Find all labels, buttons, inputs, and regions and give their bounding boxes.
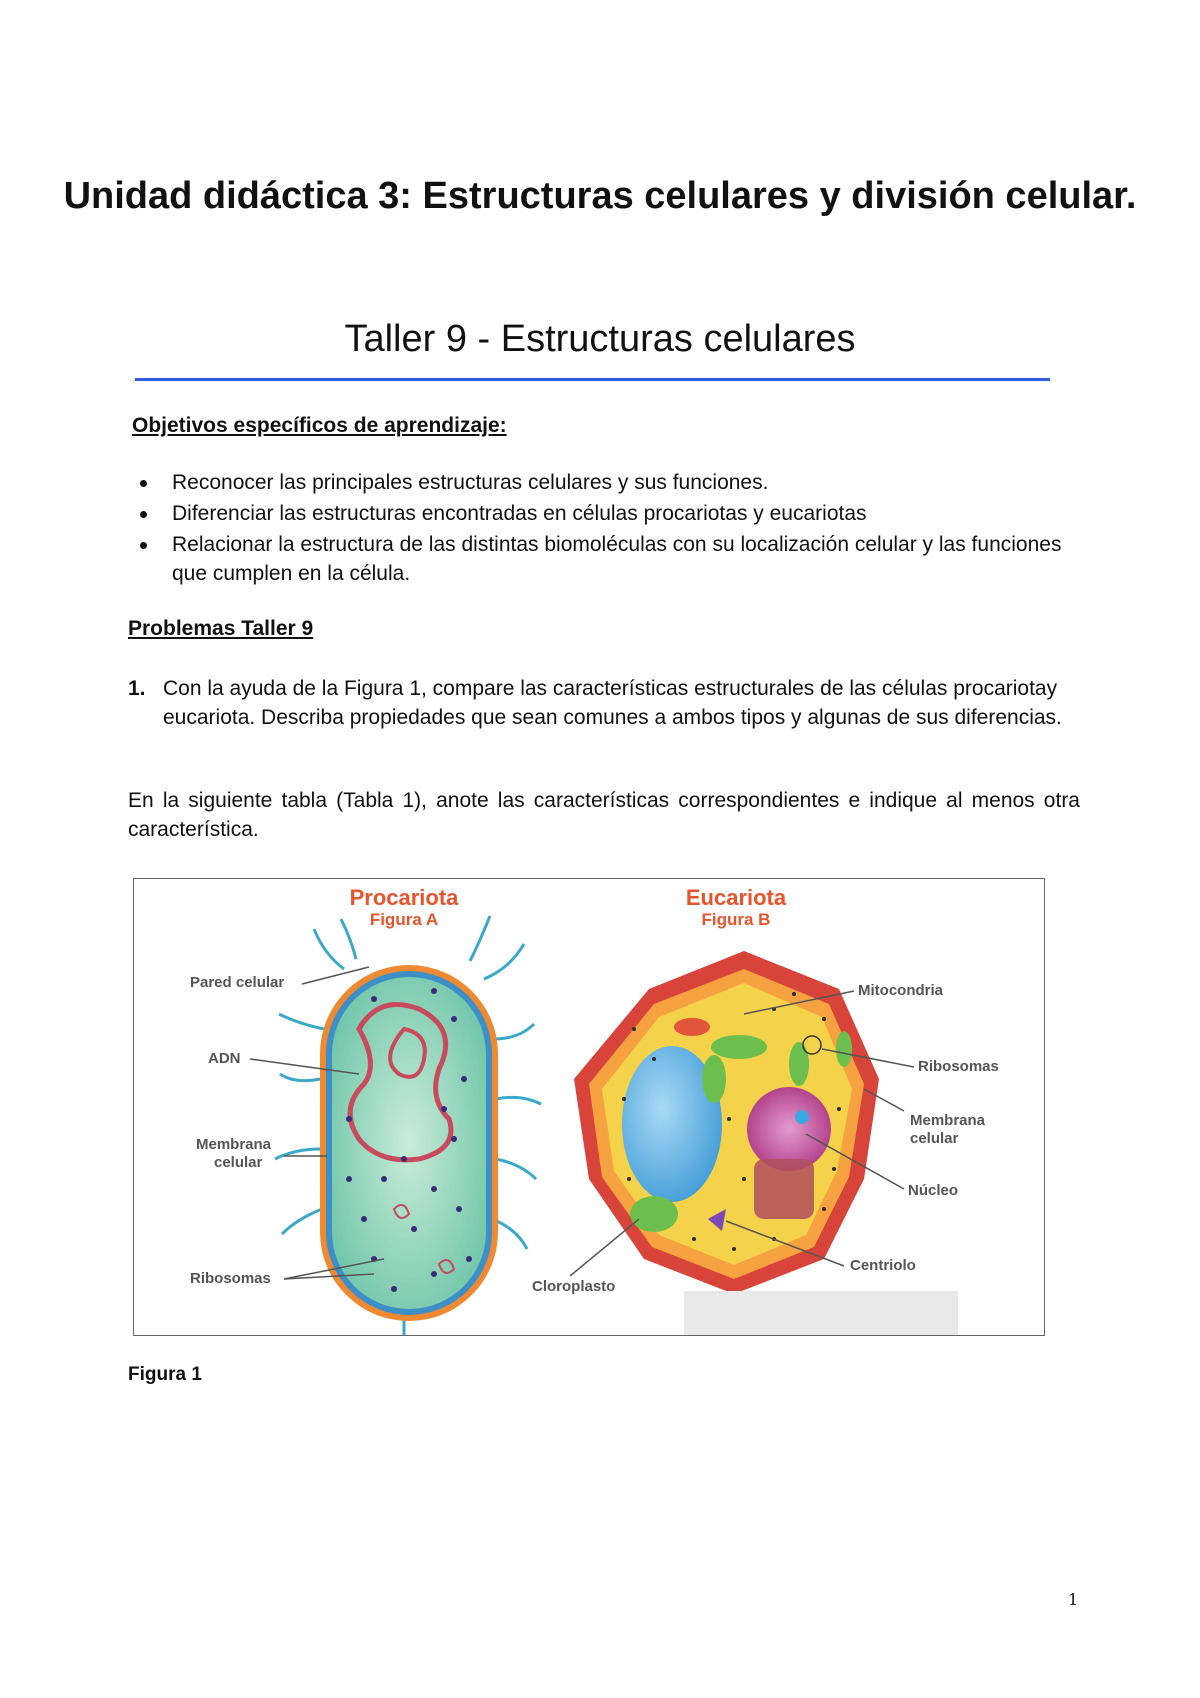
nucleo-shape: [747, 1087, 831, 1171]
question-1: [128, 674, 1088, 732]
title-rule: [135, 378, 1050, 382]
label-nucleo: Núcleo: [908, 1182, 959, 1199]
label-centriolo: Centriolo: [850, 1257, 916, 1274]
objective-text: Reconocer las principales estructuras celulares y sus funciones.: [172, 471, 769, 494]
objective-text: Diferenciar las estructuras encontradas en células procariotas y eucariotas: [172, 502, 867, 525]
list-item: [140, 499, 1100, 528]
mitocondria-1: [711, 1035, 767, 1059]
cell-illustration: [134, 879, 1044, 1335]
procariota-subtitle: Figura A: [369, 910, 439, 929]
nucleolo: [795, 1110, 809, 1124]
objectives-list: [140, 468, 1100, 590]
label-ribosomas-der: Ribosomas: [918, 1058, 999, 1075]
reticulo: [754, 1159, 814, 1219]
label-mitocondria: Mitocondria: [858, 982, 943, 999]
objective-text: Relacionar la estructura de las distintas biomoléculas con su localización celular y las funciones que cumplen en la célula.: [172, 533, 1062, 585]
label-membrana-der-1: Membrana: [910, 1112, 986, 1129]
grey-patch: [684, 1291, 958, 1335]
label-membrana-izq-2: celular: [214, 1154, 263, 1171]
table-instruction: En la siguiente tabla (Tabla 1), anote las características correspondientes e indique al menos otra característica.: [128, 789, 1080, 841]
question-number: 1.: [128, 677, 146, 700]
objectives-heading: Objetivos específicos de aprendizaje:: [132, 414, 507, 437]
cloroplasto-b: [789, 1042, 809, 1086]
eucariota-title: Eucariota: [685, 885, 787, 910]
problems-heading: Problemas Taller 9: [128, 617, 314, 640]
eucariota-subtitle: Figura B: [701, 910, 771, 929]
label-membrana-der-2: celular: [910, 1130, 959, 1147]
bullet-icon: [140, 542, 147, 549]
page-number: 1: [1068, 1590, 1079, 1609]
label-membrana-izq-1: Membrana: [196, 1136, 272, 1153]
figure-caption: Figura 1: [128, 1364, 202, 1385]
label-cloroplasto: Cloroplasto: [532, 1278, 616, 1295]
question-text: Con la ayuda de la Figura 1, compare las características estructurales de las células procariotay eucariota. Describa propiedades que sean comunes a ambos tipos y algunas de sus diferencias.: [163, 677, 1062, 729]
bullet-icon: [140, 511, 147, 518]
label-adn: ADN: [208, 1050, 241, 1067]
document-subtitle: Taller 9 - Estructuras celulares: [344, 318, 856, 360]
list-item: [140, 530, 1100, 588]
label-pared-celular: Pared celular: [190, 974, 285, 991]
cloroplasto-c: [702, 1055, 726, 1103]
citoplasma: [332, 977, 486, 1309]
bullet-icon: [140, 480, 147, 487]
procariota-title: Procariota: [349, 885, 459, 910]
document-title: Unidad didáctica 3: Estructuras celulares y división celular.: [63, 175, 1137, 217]
list-item: [140, 468, 1100, 497]
label-ribosomas-izq: Ribosomas: [190, 1270, 271, 1287]
mitocondria-2: [674, 1018, 710, 1036]
cloroplasto-shape: [630, 1196, 678, 1232]
cell-figure: [133, 878, 1045, 1336]
cloroplasto-d: [836, 1031, 852, 1067]
